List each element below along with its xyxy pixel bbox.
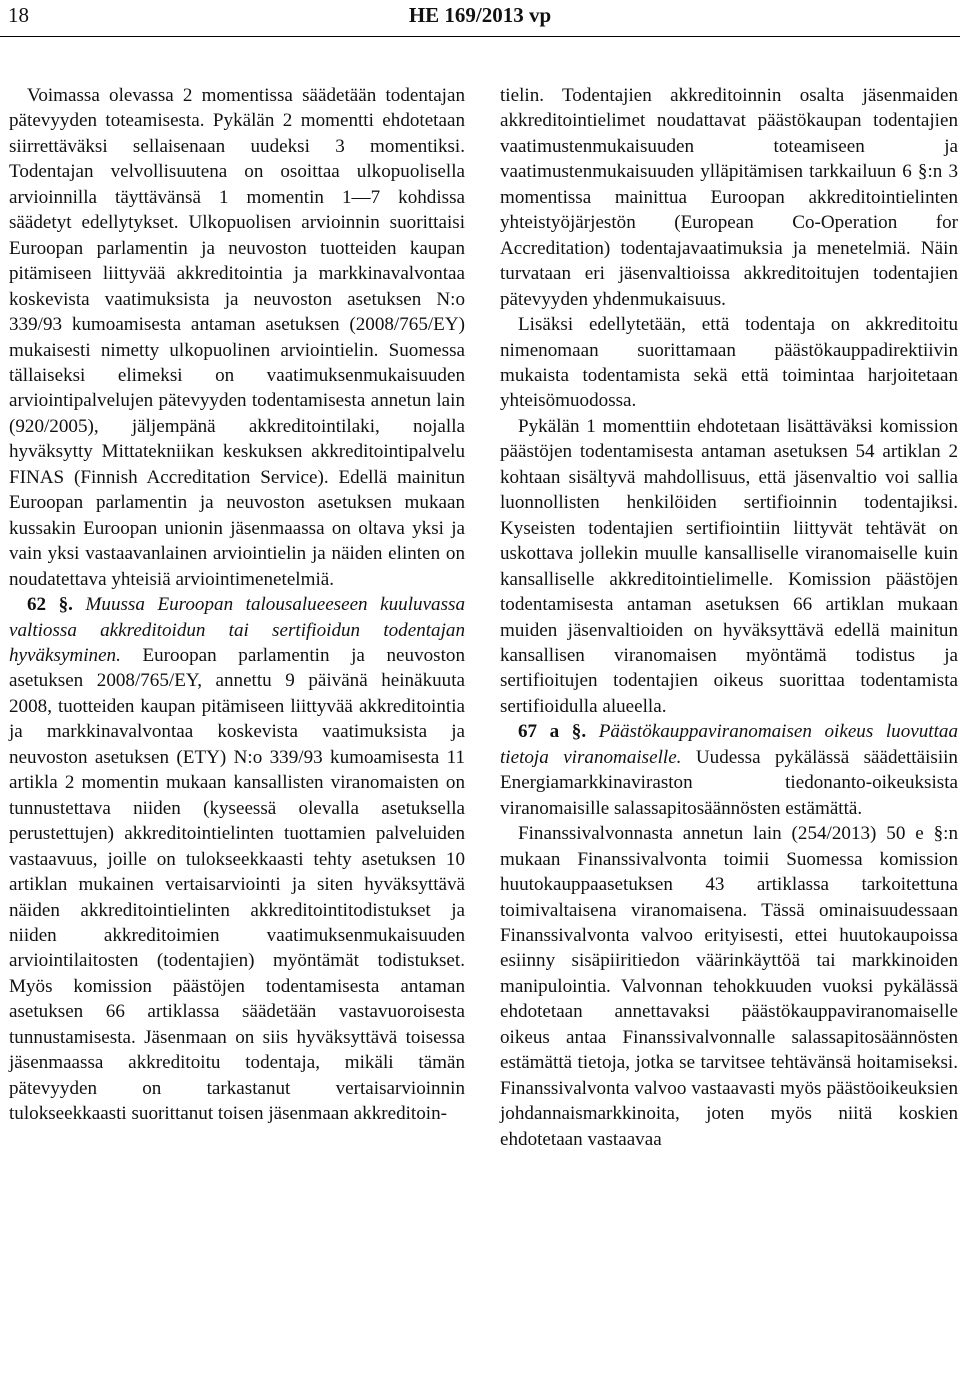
section-number: 62 §. <box>27 594 73 616</box>
paragraph: Voimassa olevassa 2 momentissa säädetään todentajan pätevyyden toteamisesta. Pykälän 2 momentti ehdotetaan siirrettäväksi sellaisenaan uudeksi 3 momentiksi. Todentajan velvollisuutena on osoittaa ulkopuolisella arvioinnilla täyttävänsä 1 momentin 1—7 kohdissa säädetyt edellytykset. Ulkopuolisen arvioinnin suorittaisi Euroopan parlamentin ja neuvoston tuotteiden kaupan pitämiseen liittyvää akkreditointia ja markkinavalvontaa koskevista vaatimuksista ja neuvoston asetuksen N:o 339/93 kumoamisesta antaman asetuksen (2008/765/EY) mukaisesti nimetty ulkopuolinen arviointielin. Suomessa tällaiseksi elimeksi on vaatimuksenmukaisuuden arviointipalvelujen pätevyyden todentamisesta annetun lain (920/2005), jäljempänä akkreditointilaki, nojalla hyväksytty Mittatekniikan keskuksen akkreditointipalvelu FINAS (Finnish Accreditation Service). Edellä mainitun Euroopan parlamentin ja neuvoston asetuksen mukaan kussakin Euroopan unionin jäsenmaassa on oltava yksi ja vain yksi vastaavanlainen arviointielin ja näiden elinten on noudatettava yhteisiä arviointimenetelmiä. <box>9 85 465 590</box>
section-title: Muussa Euroopan talousalueeseen kuuluvassa valtiossa akkreditoidun tai sertifioidun todentajan hyväksyminen. <box>9 594 465 666</box>
page-number: 18 <box>8 3 29 27</box>
section-number: 67 a §. <box>518 721 587 743</box>
paragraph: Lisäksi edellytetään, että todentaja on akkreditoitu nimenomaan suorittamaan päästökauppadirektiivin mukaista todentamista sekä että toimintaa harjoitetaan yhteisömuodossa. <box>500 314 958 412</box>
header-rule <box>0 36 960 37</box>
page-header <box>0 0 960 40</box>
document-id: HE 169/2013 vp <box>408 3 552 27</box>
left-column <box>9 83 465 1127</box>
section-67a <box>500 719 958 821</box>
section-text: Euroopan parlamentin ja neuvoston asetuksen 2008/765/EY, annettu 9 päivänä heinäkuuta 2008, tuotteiden kaupan pitämiseen liittyvää akkreditointia ja markkinavalvontaa koskevista vaatimuksista ja neuvoston asetuksen (ETY) N:o 339/93 kumoamisesta 11 artikla 2 momentin mukaan kansallisten viranomaisten on tunnustettava niiden (kyseessä olevalla asetuksella perustettujen) akkreditointielinten tuottamien palveluiden vastaavuus, joille on tulokseekkaasti tehty asetuksen 10 artiklan mukainen vertaisarviointi ja siten hyväksyttävä näiden akkreditointielinten akkreditointitodistukset ja niiden akkreditoimien vaatimuksenmukaisuuden arviointilaitosten (todentajien) myöntämät todistukset. Myös komission päästöjen todentamisesta antaman asetuksen 66 artiklassa säädetään vastavuoroisesta tunnustamisesta. Jäsenmaan on siis hyväksyttävä toisessa jäsenmaassa akkreditoitu todentaja, mikäli tämän pätevyyden on tarkastanut vertaisarvioinnin tulokseekkaasti suorittanut toisen jäsenmaan akkreditoin- <box>9 644 465 1125</box>
right-column <box>500 83 958 1152</box>
section-title: Päästökauppaviranomaisen oikeus luovuttaa tietoja viranomaiselle. <box>500 721 958 768</box>
paragraph: Pykälän 1 momenttiin ehdotetaan lisättäväksi komission päästöjen todentamisesta antaman asetuksen 54 artiklan 2 kohtaan sisältyvä mahdollisuus, että jäsenvaltio voi sallia luonnollisten henkilöiden sertifioinnin todentajiksi. Kyseisten todentajien sertifiointiin liittyvät tehtävät on uskottava jollekin muulle kansalliselle viranomaiselle kuin kansalliselle akkreditointielimelle. Komission päästöjen todentamisesta antaman asetuksen 66 artiklan mukaan muiden jäsenvaltioiden on hyväksyttävä edellä mainitun kansallisen viranomaisen myöntämä todistus ja sertifioitujen todentajien oikeus suorittaa todentamista sertifioidulla alueella. <box>500 415 958 717</box>
paragraph: Finanssivalvonnasta annetun lain (254/2013) 50 e §:n mukaan Finanssivalvonta toimii Suomessa komission huutokauppaasetuksen 43 artiklassa tarkoitettuna toimivaltaisena viranomaisena. Tässä ominaisuudessaan Finanssivalvonta valvoo erityisesti, ettei huutokaupoissa esiinny sisäpiiritiedon väärinkäyttöä tai markkinoiden manipulointia. Valvonnan tehokkuuden vuoksi pykälässä ehdotetaan annettavaksi päästökauppaviranomaiselle oikeus antaa Finanssivalvonnalle salassapitosäännösten estämättä tietoja, jotka se tarvitsee tehtävänsä hoitamiseksi. Finanssivalvonta valvoo vastaavasti myös päästöoikeuksien johdannaismarkkinoita, joten myös niitä koskien ehdotetaan vastaavaa <box>500 823 958 1150</box>
section-text: Uudessa pykälässä säädettäisiin Energiamarkkinaviraston tiedonanto-oikeuksista viranomaisille salassapitosäännösten estämättä. <box>500 746 958 819</box>
paragraph: tielin. Todentajien akkreditoinnin osalta jäsenmaiden akkreditointielimet noudattavat päästökaupan todentajien vaatimustenmukaisuuden toteamiseen ja vaatimustenmukaisuuden ylläpitämisen tarkkailuun 6 §:n 3 momentissa mainittua Euroopan akkreditointielinten yhteistyöjärjestön (European Co-Operation for Accreditation) todentajavaatimuksia ja menetelmiä. Näin turvataan eri jäsenvaltioissa akkreditoitujen todentajien pätevyyden yhdenmukaisuus. <box>500 85 958 310</box>
section-62 <box>9 592 465 1127</box>
